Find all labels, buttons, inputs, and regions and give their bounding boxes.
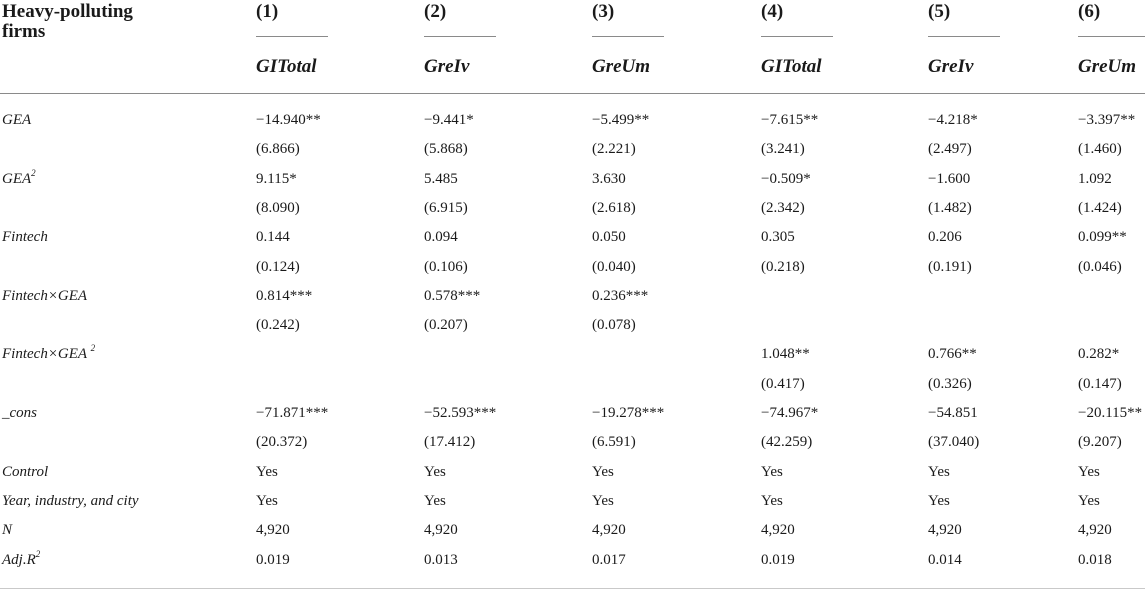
table-cell: (1.424): [1078, 199, 1122, 216]
table-cell: 0.018: [1078, 551, 1112, 568]
table-cell: 0.305: [761, 229, 795, 246]
table-row: [0, 546, 1145, 575]
table-cell: (6.591): [592, 434, 636, 451]
table-row: [0, 106, 1145, 135]
row-label-superscript: 2: [90, 343, 96, 354]
table-row: [0, 223, 1145, 252]
stub-title: Heavy-polluting firms: [2, 1, 133, 42]
row-label-text: Fintech: [2, 229, 48, 246]
dependent-variable-5: GreIv: [928, 56, 974, 77]
table-cell: (0.218): [761, 258, 805, 275]
table-header: [0, 0, 1145, 94]
table-cell: Yes: [592, 492, 614, 509]
table-cell: −0.509*: [761, 170, 811, 187]
table-row: [0, 399, 1145, 428]
table-cell: Yes: [761, 463, 783, 480]
column-rule-1: [256, 36, 328, 37]
table-cell: Yes: [1078, 492, 1100, 509]
table-cell: (5.868): [424, 141, 468, 158]
table-cell: (2.497): [928, 141, 972, 158]
column-number-1: (1): [256, 1, 279, 22]
table-row: [0, 487, 1145, 516]
row-label: [2, 487, 139, 516]
table-cell: (2.342): [761, 199, 805, 216]
dependent-variable-4: GITotal: [761, 56, 822, 77]
table-cell: (9.207): [1078, 434, 1122, 451]
table-cell: Yes: [592, 463, 614, 480]
table-row: [0, 428, 1145, 457]
table-cell: 0.236***: [592, 287, 649, 304]
table-cell: −3.397**: [1078, 112, 1136, 128]
table-cell: 3.630: [592, 170, 626, 187]
table-cell: (0.417): [761, 375, 805, 392]
table-cell: −14.940**: [256, 112, 321, 128]
column-number-3: (3): [592, 1, 615, 22]
table-cell: Yes: [424, 463, 446, 480]
dependent-variable-2: GreIv: [424, 56, 470, 77]
row-label-text: _cons: [2, 405, 37, 421]
row-label-superscript: 2: [31, 167, 36, 178]
table-cell: −71.871***: [256, 405, 329, 421]
table-cell: (42.259): [761, 434, 813, 451]
row-label-text: Control: [2, 463, 49, 480]
table-cell: −4.218*: [928, 112, 978, 128]
table-cell: −20.115**: [1078, 405, 1143, 421]
row-label: [2, 458, 48, 487]
table-cell: −1.600: [928, 170, 971, 187]
table-cell: 0.050: [592, 229, 626, 246]
table-cell: (0.326): [928, 375, 972, 392]
table-cell: (17.412): [424, 434, 476, 451]
table-cell: 0.019: [256, 551, 290, 568]
row-label-text: Fintech×GEA: [2, 346, 91, 363]
row-label: [2, 546, 40, 575]
table-cell: Yes: [928, 492, 950, 509]
table-cell: −9.441*: [424, 112, 474, 128]
table-cell: 0.144: [256, 229, 290, 246]
column-rule-5: [928, 36, 1000, 37]
table-cell: Yes: [928, 463, 950, 480]
table-cell: (3.241): [761, 141, 805, 158]
table-cell: 0.766**: [928, 346, 977, 363]
table-cell: −5.499**: [592, 112, 650, 128]
table-cell: 0.206: [928, 229, 962, 246]
table-row: [0, 311, 1145, 340]
table-cell: (37.040): [928, 434, 980, 451]
table-row: [0, 516, 1145, 545]
dependent-variable-3: GreUm: [592, 56, 651, 77]
table-cell: 4,920: [424, 522, 458, 539]
table-row: [0, 282, 1145, 311]
row-label: [2, 106, 31, 135]
table-cell: −54.851: [928, 405, 978, 421]
row-label: [2, 399, 37, 428]
dependent-variable-6: GreUm: [1078, 56, 1137, 77]
table-cell: 4,920: [1078, 522, 1112, 539]
column-number-6: (6): [1078, 1, 1101, 22]
table-cell: 0.578***: [424, 287, 481, 304]
table-row: [0, 370, 1145, 399]
table-cell: Yes: [761, 492, 783, 509]
table-cell: −19.278***: [592, 405, 665, 421]
table-cell: 0.099**: [1078, 229, 1127, 246]
table-cell: 0.094: [424, 229, 458, 246]
column-rule-6: [1078, 36, 1145, 37]
table-cell: (0.078): [592, 317, 636, 334]
table-cell: Yes: [1078, 463, 1100, 480]
table-cell: 0.282*: [1078, 346, 1120, 363]
table-cell: 5.485: [424, 170, 458, 187]
table-cell: (0.242): [256, 317, 300, 334]
table-cell: 4,920: [592, 522, 626, 539]
table-cell: (0.046): [1078, 258, 1122, 275]
table-cell: 0.814***: [256, 287, 313, 304]
column-rule-3: [592, 36, 664, 37]
table-cell: 4,920: [256, 522, 290, 539]
table-cell: −7.615**: [761, 112, 819, 128]
column-number-5: (5): [928, 1, 951, 22]
table-cell: −52.593***: [424, 405, 497, 421]
table-cell: 1.092: [1078, 170, 1112, 187]
row-label-text: GEA: [2, 112, 32, 128]
table-cell: (0.106): [424, 258, 468, 275]
table-cell: (0.147): [1078, 375, 1122, 392]
table-cell: Yes: [256, 463, 278, 480]
table-cell: Yes: [424, 492, 446, 509]
table-row: [0, 165, 1145, 194]
table-row: [0, 194, 1145, 223]
table-cell: 9.115*: [256, 170, 297, 187]
table-cell: (1.482): [928, 199, 972, 216]
table-cell: −74.967*: [761, 405, 819, 421]
column-number-2: (2): [424, 1, 447, 22]
table-row: [0, 253, 1145, 282]
table-row: [0, 135, 1145, 164]
row-label-text: GEA: [2, 170, 32, 187]
table-cell: (2.618): [592, 199, 636, 216]
table-cell: 0.019: [761, 551, 795, 568]
table-cell: (1.460): [1078, 141, 1122, 158]
row-label-superscript: 2: [35, 548, 41, 559]
table-cell: (20.372): [256, 434, 308, 451]
column-rule-4: [761, 36, 833, 37]
table-cell: 0.013: [424, 551, 458, 568]
row-label: [2, 223, 48, 252]
row-label: [2, 282, 87, 311]
table-row: [0, 340, 1145, 369]
table-cell: 0.017: [592, 551, 626, 568]
row-label-text: N: [2, 522, 13, 539]
row-label-text: Adj.R: [2, 551, 36, 568]
column-rule-2: [424, 36, 496, 37]
row-label-text: Year, industry, and city: [2, 492, 139, 509]
table-cell: 4,920: [928, 522, 962, 539]
table-cell: (6.866): [256, 141, 300, 158]
table-cell: 1.048**: [761, 346, 810, 363]
table-cell: (0.191): [928, 258, 972, 275]
table-cell: 4,920: [761, 522, 795, 539]
row-label: [2, 165, 36, 194]
table-cell: (8.090): [256, 199, 300, 216]
column-number-4: (4): [761, 1, 784, 22]
table-bottom-rule: [0, 588, 1145, 589]
table-cell: (2.221): [592, 141, 636, 158]
table-cell: (0.040): [592, 258, 636, 275]
row-label-text: Fintech×GEA: [2, 287, 88, 304]
table-cell: (0.124): [256, 258, 300, 275]
table-cell: 0.014: [928, 551, 962, 568]
table-cell: Yes: [256, 492, 278, 509]
table-cell: (6.915): [424, 199, 468, 216]
table-row: [0, 458, 1145, 487]
dependent-variable-1: GITotal: [256, 56, 317, 77]
row-label: [2, 516, 12, 545]
row-label: [2, 340, 95, 369]
table-cell: (0.207): [424, 317, 468, 334]
